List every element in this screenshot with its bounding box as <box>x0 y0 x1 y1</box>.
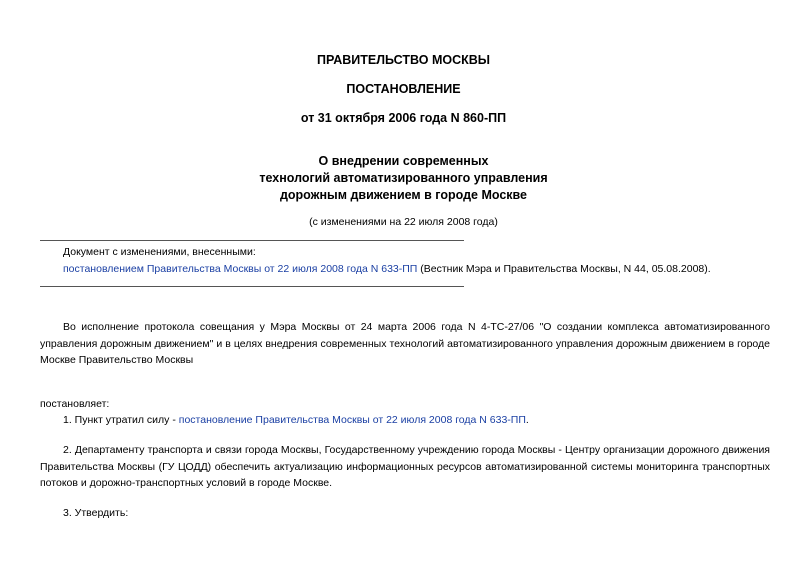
item-1-prefix: 1. Пункт утратил силу - <box>63 414 179 426</box>
document-date-number: от 31 октября 2006 года N 860-ПП <box>300 111 507 125</box>
document-subject <box>0 153 807 204</box>
item-1-suffix: . <box>525 414 529 426</box>
organization-title: ПРАВИТЕЛЬСТВО МОСКВЫ <box>317 53 490 67</box>
item-2-paragraph: 2. Департаменту транспорта и связи города Москвы, Государственному учреждению города Москвы - Центру организации дорожного движения Правительства Москвы (ГУ ЦОДД) обеспечить актуализацию информационных ресурсов автоматизированной системы мониторинга транспортных потоков и дорожно-транспортных условий в городе Москве. <box>40 444 770 489</box>
subject-line-1: О внедрении современных <box>318 154 489 168</box>
changes-source: (Вестник Мэра и Правительства Москвы, N 44, 05.08.2008). <box>417 263 711 275</box>
resolves-label: постановляет: <box>40 398 110 410</box>
preamble-paragraph: Во исполнение протокола совещания у Мэра Москвы от 24 марта 2006 года N 4-ТС-27/06 "О создании комплекса автоматизированного управления дорожным движением" и в целях внедрения современных технологий автоматизированного управления дорожным движением в городе Москве Правительство Москвы <box>40 321 770 366</box>
changes-intro: Документ с изменениями, внесенными: <box>63 246 256 258</box>
amending-decree-link[interactable]: постановлением Правительства Москвы от 22 июля 2008 года N 633-ПП <box>63 263 418 275</box>
subject-line-2: технологий автоматизированного управления <box>259 171 548 185</box>
subject-line-3: дорожным движением в городе Москве <box>279 188 528 202</box>
item-3: 3. Утвердить: <box>63 507 129 519</box>
item-1 <box>63 412 529 428</box>
repealing-decree-link[interactable]: постановление Правительства Москвы от 22 июля 2008 года N 633-ПП <box>178 414 526 426</box>
changes-divider-top <box>40 240 464 241</box>
changes-divider-bottom <box>40 286 464 287</box>
document-type: ПОСТАНОВЛЕНИЕ <box>346 82 461 96</box>
amendment-note: (с изменениями на 22 июля 2008 года) <box>309 216 498 228</box>
changes-entry <box>63 261 711 277</box>
